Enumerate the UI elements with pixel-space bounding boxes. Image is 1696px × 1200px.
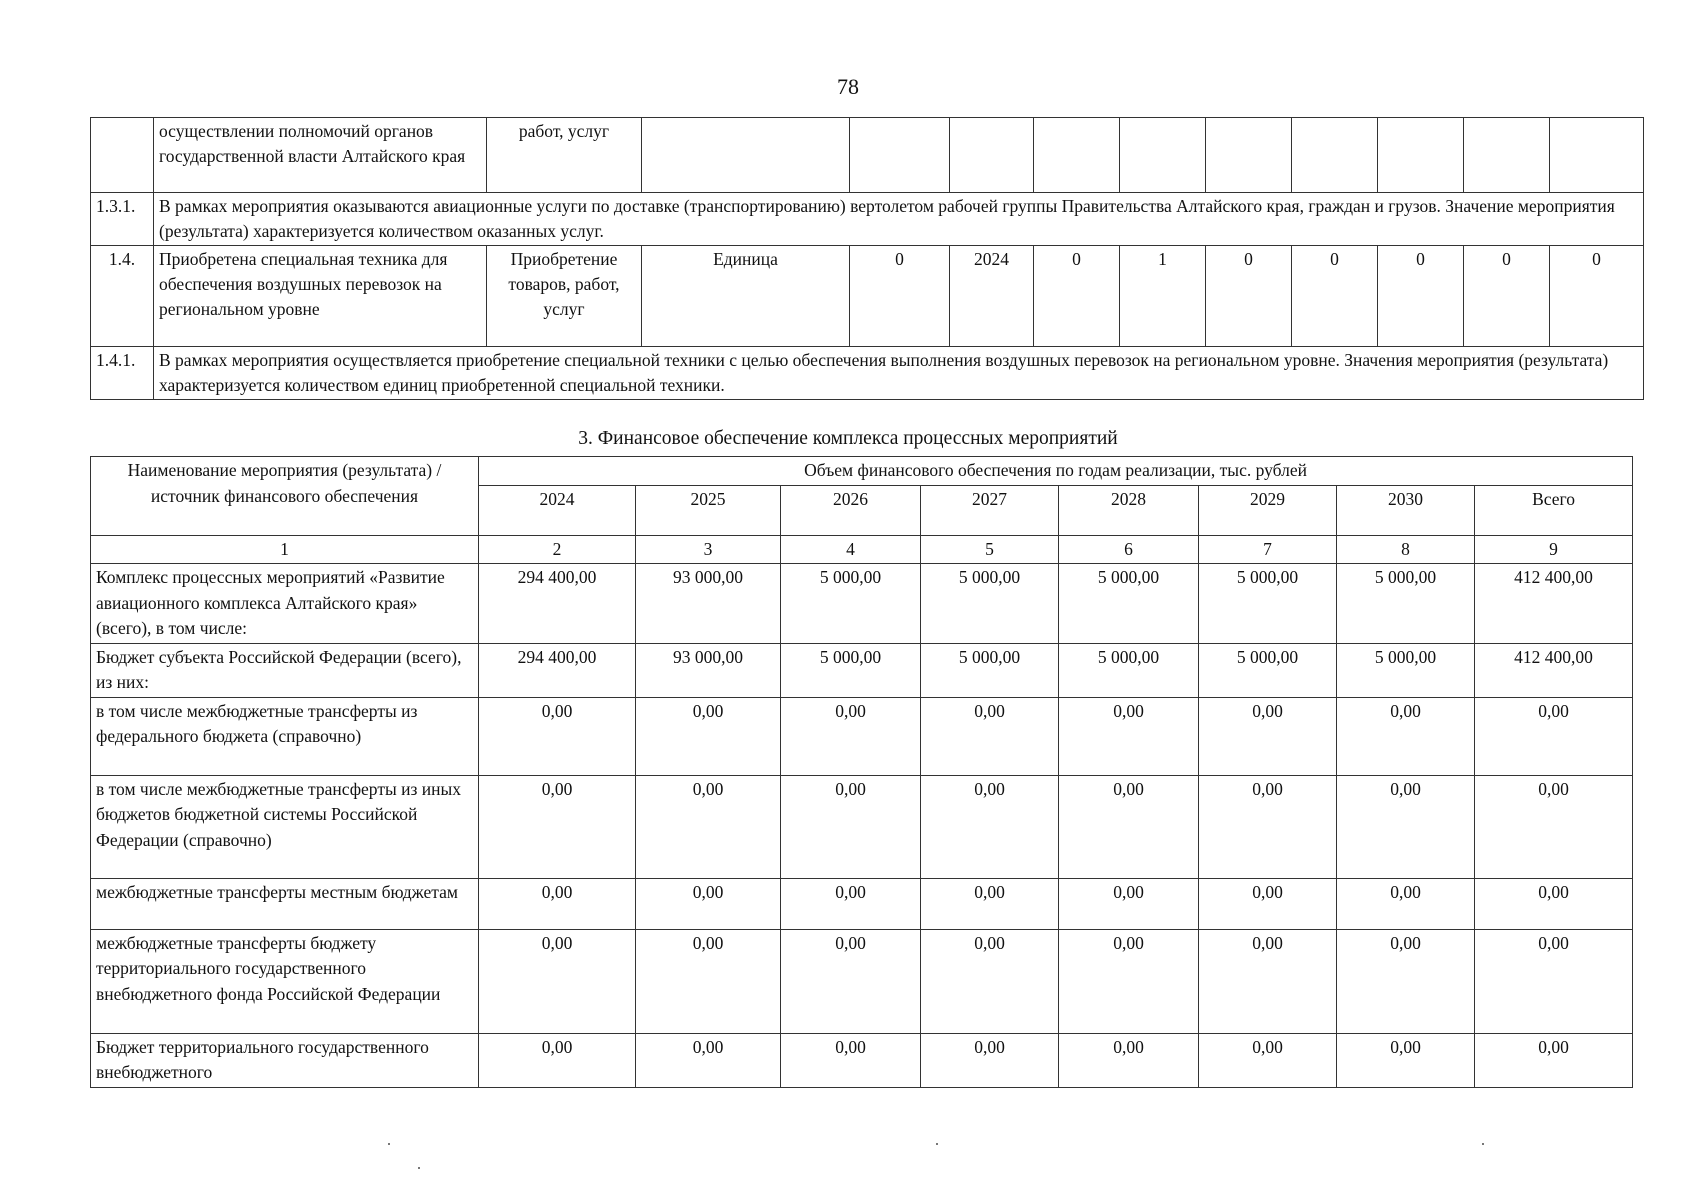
table-row: [91, 246, 1644, 347]
value-cell: 1: [1120, 246, 1206, 347]
table-cell: [1034, 118, 1120, 193]
value-cell: 0: [1378, 246, 1464, 347]
table-cell: [1550, 118, 1644, 193]
amount-cell: 0,00: [1199, 878, 1337, 929]
amount-cell: 0,00: [636, 1033, 781, 1087]
amount-cell: 0,00: [781, 878, 921, 929]
value-cell: 2024: [950, 246, 1034, 347]
amount-cell: 0,00: [1199, 929, 1337, 1033]
amount-cell: 5 000,00: [781, 564, 921, 644]
amount-cell: 5 000,00: [921, 564, 1059, 644]
amount-cell: 0,00: [636, 697, 781, 775]
row-number: 1.4.1.: [91, 347, 154, 400]
amount-cell: 0,00: [479, 878, 636, 929]
amount-cell: 0,00: [479, 775, 636, 878]
column-number: 7: [1199, 535, 1337, 564]
amount-cell: 294 400,00: [479, 643, 636, 697]
header-year: 2026: [781, 485, 921, 535]
header-total: Всего: [1475, 485, 1633, 535]
amount-cell: 5 000,00: [921, 643, 1059, 697]
amount-cell: 0,00: [1475, 929, 1633, 1033]
amount-cell: 0,00: [479, 697, 636, 775]
amount-cell: 0,00: [921, 929, 1059, 1033]
result-name-cell: осуществлении полномочий органов государственной власти Алтайского края: [154, 118, 487, 193]
amount-cell: 5 000,00: [1337, 564, 1475, 644]
amount-cell: 5 000,00: [1059, 643, 1199, 697]
amount-cell: 0,00: [1475, 775, 1633, 878]
column-number: 6: [1059, 535, 1199, 564]
table-cell: [1464, 118, 1550, 193]
amount-cell: 0,00: [1475, 878, 1633, 929]
header-year: 2028: [1059, 485, 1199, 535]
table-row: [91, 564, 1633, 644]
table-cell: [1120, 118, 1206, 193]
column-number: 8: [1337, 535, 1475, 564]
table-cell: [91, 118, 154, 193]
column-number: 2: [479, 535, 636, 564]
column-number: 4: [781, 535, 921, 564]
amount-cell: 5 000,00: [781, 643, 921, 697]
value-cell: 0: [1464, 246, 1550, 347]
amount-cell: 0,00: [479, 929, 636, 1033]
header-year: 2030: [1337, 485, 1475, 535]
table-row: [91, 193, 1644, 246]
result-name-cell: Приобретена специальная техника для обеспечения воздушных перевозок на региональном уровне: [154, 246, 487, 347]
value-cell: 0: [850, 246, 950, 347]
amount-cell: 0,00: [921, 775, 1059, 878]
amount-cell: 0,00: [1475, 1033, 1633, 1087]
table-cell: [1292, 118, 1378, 193]
amount-cell: 0,00: [921, 697, 1059, 775]
amount-cell: 0,00: [781, 1033, 921, 1087]
section-title: 3. Финансовое обеспечение комплекса процессных мероприятий: [578, 428, 1118, 449]
column-number: 9: [1475, 535, 1633, 564]
amount-cell: 5 000,00: [1059, 564, 1199, 644]
amount-cell: 0,00: [1199, 775, 1337, 878]
amount-cell: 5 000,00: [1337, 643, 1475, 697]
value-cell: 0: [1034, 246, 1120, 347]
amount-cell: 412 400,00: [1475, 564, 1633, 644]
amount-cell: 5 000,00: [1199, 643, 1337, 697]
amount-cell: 0,00: [1199, 697, 1337, 775]
header-year: 2024: [479, 485, 636, 535]
amount-cell: 0,00: [781, 929, 921, 1033]
results-table: [90, 117, 1644, 400]
amount-cell: 0,00: [1059, 929, 1199, 1033]
source-name: Бюджет субъекта Российской Федерации (всего), из них:: [91, 643, 479, 697]
amount-cell: 0,00: [781, 775, 921, 878]
table-row: [91, 697, 1633, 775]
description-cell: В рамках мероприятия оказываются авиационные услуги по доставке (транспортированию) вертолетом рабочей группы Правительства Алтайского края, граждан и грузов. Значение мероприятия (результата) характеризуется количеством оказанных услуг.: [154, 193, 1644, 246]
amount-cell: 0,00: [921, 878, 1059, 929]
table-row: [91, 118, 1644, 193]
column-number: 3: [636, 535, 781, 564]
scan-speck: [418, 1167, 420, 1169]
result-type-cell: работ, услуг: [487, 118, 642, 193]
table-row: [91, 929, 1633, 1033]
table-row: [91, 347, 1644, 400]
amount-cell: 0,00: [921, 1033, 1059, 1087]
unit-cell: Единица: [642, 246, 850, 347]
amount-cell: 0,00: [781, 697, 921, 775]
source-name: в том числе межбюджетные трансферты из федерального бюджета (справочно): [91, 697, 479, 775]
amount-cell: 5 000,00: [1199, 564, 1337, 644]
amount-cell: 294 400,00: [479, 564, 636, 644]
table-row: [91, 643, 1633, 697]
amount-cell: 0,00: [1337, 1033, 1475, 1087]
table-cell: [1378, 118, 1464, 193]
row-number: 1.3.1.: [91, 193, 154, 246]
amount-cell: 412 400,00: [1475, 643, 1633, 697]
row-number: 1.4.: [91, 246, 154, 347]
column-number-row: [91, 535, 1633, 564]
amount-cell: 0,00: [1059, 697, 1199, 775]
scan-speck: [388, 1143, 390, 1145]
table-cell: [850, 118, 950, 193]
amount-cell: 0,00: [1337, 697, 1475, 775]
description-cell: В рамках мероприятия осуществляется приобретение специальной техники с целью обеспечения выполнения воздушных перевозок на региональном уровне. Значения мероприятия (результата) характеризуется количеством единиц приобретенной специальной техники.: [154, 347, 1644, 400]
value-cell: 0: [1206, 246, 1292, 347]
amount-cell: 0,00: [1337, 775, 1475, 878]
source-name: Комплекс процессных мероприятий «Развитие авиационного комплекса Алтайского края» (всего), в том числе:: [91, 564, 479, 644]
amount-cell: 0,00: [1337, 929, 1475, 1033]
header-year: 2025: [636, 485, 781, 535]
scan-speck: [936, 1143, 938, 1145]
header-volume: Объем финансового обеспечения по годам реализации, тыс. рублей: [479, 457, 1633, 486]
amount-cell: 0,00: [1199, 1033, 1337, 1087]
table-row: [91, 1033, 1633, 1087]
amount-cell: 0,00: [636, 775, 781, 878]
table-header-row: [91, 457, 1633, 486]
header-name: Наименование мероприятия (результата) / источник финансового обеспечения: [91, 457, 479, 536]
source-name: в том числе межбюджетные трансферты из иных бюджетов бюджетной системы Российской Федерации (справочно): [91, 775, 479, 878]
amount-cell: 93 000,00: [636, 643, 781, 697]
table-cell: [1206, 118, 1292, 193]
header-year: 2029: [1199, 485, 1337, 535]
value-cell: 0: [1292, 246, 1378, 347]
result-type-cell: Приобретение товаров, работ, услуг: [487, 246, 642, 347]
table-cell: [642, 118, 850, 193]
page-number: 78: [837, 74, 859, 99]
amount-cell: 0,00: [1059, 1033, 1199, 1087]
value-cell: 0: [1550, 246, 1644, 347]
column-number: 5: [921, 535, 1059, 564]
amount-cell: 0,00: [636, 929, 781, 1033]
table-row: [91, 775, 1633, 878]
table-row: [91, 878, 1633, 929]
amount-cell: 0,00: [1059, 775, 1199, 878]
source-name: межбюджетные трансферты бюджету территориального государственного внебюджетного фонда Российской Федерации: [91, 929, 479, 1033]
scan-speck: [1482, 1143, 1484, 1145]
amount-cell: 0,00: [1337, 878, 1475, 929]
amount-cell: 0,00: [1475, 697, 1633, 775]
source-name: межбюджетные трансферты местным бюджетам: [91, 878, 479, 929]
amount-cell: 0,00: [479, 1033, 636, 1087]
source-name: Бюджет территориального государственного внебюджетного: [91, 1033, 479, 1087]
column-number: 1: [91, 535, 479, 564]
header-year: 2027: [921, 485, 1059, 535]
table-cell: [950, 118, 1034, 193]
amount-cell: 93 000,00: [636, 564, 781, 644]
amount-cell: 0,00: [636, 878, 781, 929]
financing-table: [90, 456, 1633, 1088]
amount-cell: 0,00: [1059, 878, 1199, 929]
